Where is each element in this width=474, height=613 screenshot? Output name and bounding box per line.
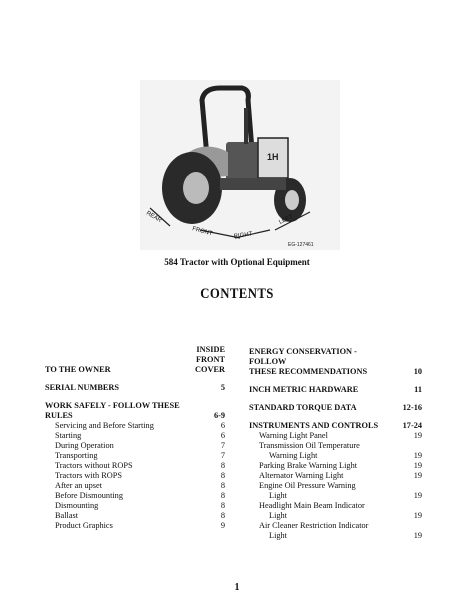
toc-entry <box>45 451 225 461</box>
toc-entry-page <box>193 393 225 401</box>
toc-entry-page: 8 <box>220 471 225 480</box>
toc-entry <box>45 471 225 481</box>
toc-entry-title: THESE RECOMMENDATIONS <box>249 367 368 376</box>
toc-entry-page: INSIDE <box>196 345 225 354</box>
toc-entry-title <box>249 413 390 421</box>
toc-entry-title <box>45 393 193 401</box>
toc-entry-page: 6 <box>220 421 225 430</box>
toc-entry <box>249 481 422 491</box>
toc-entry-page: 19 <box>413 431 422 440</box>
toc-entry-page <box>390 441 422 451</box>
toc-entry-title: Ballast <box>55 511 79 520</box>
toc-entry-page: FRONT <box>195 355 225 364</box>
toc-entry-title: Light <box>269 531 287 540</box>
hood-badge: 1H <box>267 152 279 162</box>
toc-entry-page <box>390 501 422 511</box>
toc-entry <box>249 471 422 481</box>
toc-entry <box>45 401 225 411</box>
toc-entry <box>249 531 422 541</box>
toc-entry <box>45 491 225 501</box>
toc-entry-page: 19 <box>413 461 422 470</box>
toc-entry <box>249 367 422 377</box>
toc-entry <box>45 383 225 393</box>
toc-entry-page <box>193 375 225 383</box>
tractor-photo <box>140 80 340 250</box>
toc-entry-title: Servicing and Before Starting <box>55 421 154 430</box>
toc-entry <box>249 501 422 511</box>
toc-entry <box>249 431 422 441</box>
toc-entry-title: RULES <box>45 411 73 420</box>
toc-entry-page: 12-16 <box>402 403 422 412</box>
toc-entry-title: WORK SAFELY - FOLLOW THESE <box>45 401 180 410</box>
toc-entry-page: COVER <box>195 365 225 374</box>
label-left: LEFT <box>278 214 295 226</box>
toc-entry <box>249 377 422 385</box>
toc-entry <box>249 421 422 431</box>
toc-entry-title: INCH METRIC HARDWARE <box>249 385 359 394</box>
toc-entry-title: Light <box>269 491 287 500</box>
toc-entry <box>45 393 225 401</box>
toc-entry-page: 19 <box>413 491 422 500</box>
toc-entry <box>45 411 225 421</box>
toc-entry-page: 10 <box>413 367 422 376</box>
toc-entry-page <box>390 395 422 403</box>
contents-title: CONTENTS <box>200 286 274 302</box>
toc-entry-page: 6-9 <box>213 411 225 420</box>
toc-entry-title: Warning Light <box>269 451 318 460</box>
toc-entry-title: SERIAL NUMBERS <box>45 383 119 392</box>
toc-entry <box>45 481 225 491</box>
toc-entry-title: Dismounting <box>55 501 99 510</box>
toc-entry-title <box>249 377 390 385</box>
toc-entry-page <box>390 347 422 367</box>
toc-entry-page: 11 <box>414 385 422 394</box>
toc-entry <box>249 451 422 461</box>
toc-entry-page: 19 <box>413 451 422 460</box>
toc-entry-page: 8 <box>220 461 225 470</box>
label-rear: REAR <box>145 210 163 225</box>
toc-entry-title: Before Dismounting <box>55 491 123 500</box>
toc-entry <box>249 521 422 531</box>
toc-entry-title: Tractors with ROPS <box>55 471 123 480</box>
toc-entry-page: 8 <box>220 481 225 490</box>
toc-entry-title: Alternator Warning Light <box>259 471 344 480</box>
toc-entry-page: 8 <box>220 511 225 520</box>
toc-entry-page: 8 <box>220 501 225 510</box>
toc-entry-page <box>193 401 225 411</box>
toc-entry-title <box>45 345 193 355</box>
tractor-illustration <box>140 80 340 250</box>
toc-entry <box>45 355 225 365</box>
toc-entry <box>45 431 225 441</box>
toc-entry-title: TO THE OWNER <box>45 365 111 374</box>
toc-entry-title <box>249 395 390 403</box>
toc-entry-title: STANDARD TORQUE DATA <box>249 403 357 412</box>
toc-entry-page: 17-24 <box>402 421 422 430</box>
toc-entry <box>249 403 422 413</box>
toc-entry-title: Tractors without ROPS <box>55 461 133 470</box>
toc-entry <box>249 385 422 395</box>
toc-entry <box>249 347 422 367</box>
toc-entry <box>45 441 225 451</box>
toc-entry-page: 19 <box>413 531 422 540</box>
toc-entry-title <box>45 355 193 365</box>
figure-caption: 584 Tractor with Optional Equipment <box>164 257 310 267</box>
toc-entry-title: Transporting <box>55 451 98 460</box>
toc-entry <box>45 521 225 531</box>
toc-entry <box>249 461 422 471</box>
toc-entry-title: Air Cleaner Restriction Indicator <box>259 521 369 530</box>
toc-entry-title <box>45 375 193 383</box>
toc-right-column <box>249 347 422 541</box>
toc-entry-title: Headlight Main Beam Indicator <box>259 501 365 510</box>
label-right: RIGHT <box>233 231 253 240</box>
toc-entry-page: 19 <box>413 471 422 480</box>
toc-entry-page <box>390 481 422 491</box>
toc-entry-title: Warning Light Panel <box>259 431 328 440</box>
toc-entry-page <box>390 377 422 385</box>
toc-entry-page: 5 <box>220 383 225 392</box>
toc-entry-page: 8 <box>220 491 225 500</box>
toc-entry-title: After an upset <box>55 481 102 490</box>
toc-entry <box>249 413 422 421</box>
toc-entry <box>45 375 225 383</box>
toc-entry-title: Transmission Oil Temperature <box>259 441 360 450</box>
toc-entry-page: 7 <box>220 451 225 460</box>
toc-left-column <box>45 345 225 531</box>
toc-entry-title: Starting <box>55 431 82 440</box>
toc-entry-title: Product Graphics <box>55 521 113 530</box>
toc-entry-page <box>390 413 422 421</box>
page-number: 1 <box>234 582 240 593</box>
toc-entry-page: 19 <box>413 511 422 520</box>
toc-entry <box>45 511 225 521</box>
toc-entry-page: 6 <box>220 431 225 440</box>
toc-entry <box>45 461 225 471</box>
toc-entry <box>45 501 225 511</box>
toc-entry <box>45 421 225 431</box>
toc-entry <box>45 365 225 375</box>
toc-entry <box>249 395 422 403</box>
toc-entry-title: ENERGY CONSERVATION - FOLLOW <box>249 347 357 366</box>
toc-entry-page: 7 <box>220 441 225 450</box>
toc-entry-page: 9 <box>220 521 225 530</box>
toc-entry <box>249 491 422 501</box>
toc-entry-page <box>390 521 422 531</box>
toc-entry-title: Engine Oil Pressure Warning <box>259 481 356 490</box>
label-front: FRONT <box>191 226 214 238</box>
toc-entry <box>249 511 422 521</box>
figure-ref-code: EG-127461 <box>288 242 314 248</box>
toc-entry-title: During Operation <box>55 441 114 450</box>
toc-entry-title: INSTRUMENTS AND CONTROLS <box>249 421 379 430</box>
toc-entry <box>45 345 225 355</box>
toc-entry-title: Parking Brake Warning Light <box>259 461 358 470</box>
toc-entry <box>249 441 422 451</box>
toc-entry-title: Light <box>269 511 287 520</box>
